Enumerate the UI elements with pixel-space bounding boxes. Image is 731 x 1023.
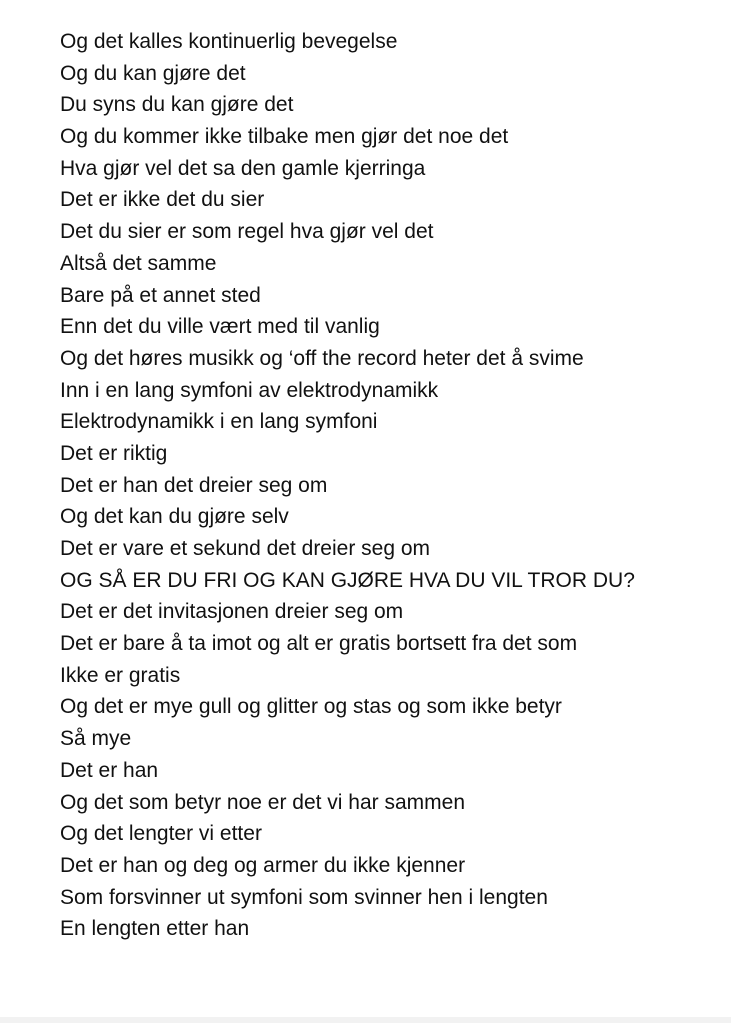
poem-line: Det er ikke det du sier [60,188,265,212]
poem-line: Det er vare et sekund det dreier seg om [60,537,431,560]
poem-line: Det er han det dreier seg om [60,473,328,497]
poem-line: Ikke er gratis [60,663,181,687]
poem-line: Og du kommer ikke tilbake men gjør det noe det [60,125,509,149]
poem-line: Og det kalles kontinuerlig bevegelse [60,30,398,53]
poem-line: Det er han og deg og armer du ikke kjenner [60,853,466,877]
poem-line: Det er det invitasjonen dreier seg om [60,600,404,624]
poem-line: Det du sier er som regel hva gjør vel det [60,220,434,244]
poem-line: Hva gjør vel det sa den gamle kjerringa [60,156,426,180]
poem-line: Det er han [60,758,159,782]
poem-line: Og det kan du gjøre selv [60,505,289,529]
poem-line: Og det lengter vi etter [60,822,262,846]
poem-line: Og det som betyr noe er det vi har sammen [60,790,466,814]
poem-line: Som forsvinner ut symfoni som svinner hen i lengten [60,885,548,909]
poem-line: Du syns du kan gjøre det [60,93,294,117]
poem-line: Og du kan gjøre det [60,61,246,85]
poem-line: Altså det samme [60,251,217,275]
poem-line: Bare på et annet sted [60,283,261,307]
page-bottom-edge [0,1017,731,1023]
poem-line: Elektrodynamikk i en lang symfoni [60,410,378,434]
poem-line: Og det høres musikk og ‘off the record heter det å svime [60,346,584,370]
poem-line: Det er riktig [60,441,168,465]
poem-line: Det er bare å ta imot og alt er gratis bortsett fra det som [60,632,578,656]
poem-line: Enn det du ville vært med til vanlig [60,315,380,339]
poem-line: OG SÅ ER DU FRI OG KAN GJØRE HVA DU VIL TROR DU? [60,568,635,592]
poem-line: Så mye [60,727,132,751]
poem-line: Og det er mye gull og glitter og stas og som ikke betyr [60,695,562,719]
poem-text [60,26,635,945]
poem-line: En lengten etter han [60,917,250,941]
poem-line: Inn i en lang symfoni av elektrodynamikk [60,378,439,402]
